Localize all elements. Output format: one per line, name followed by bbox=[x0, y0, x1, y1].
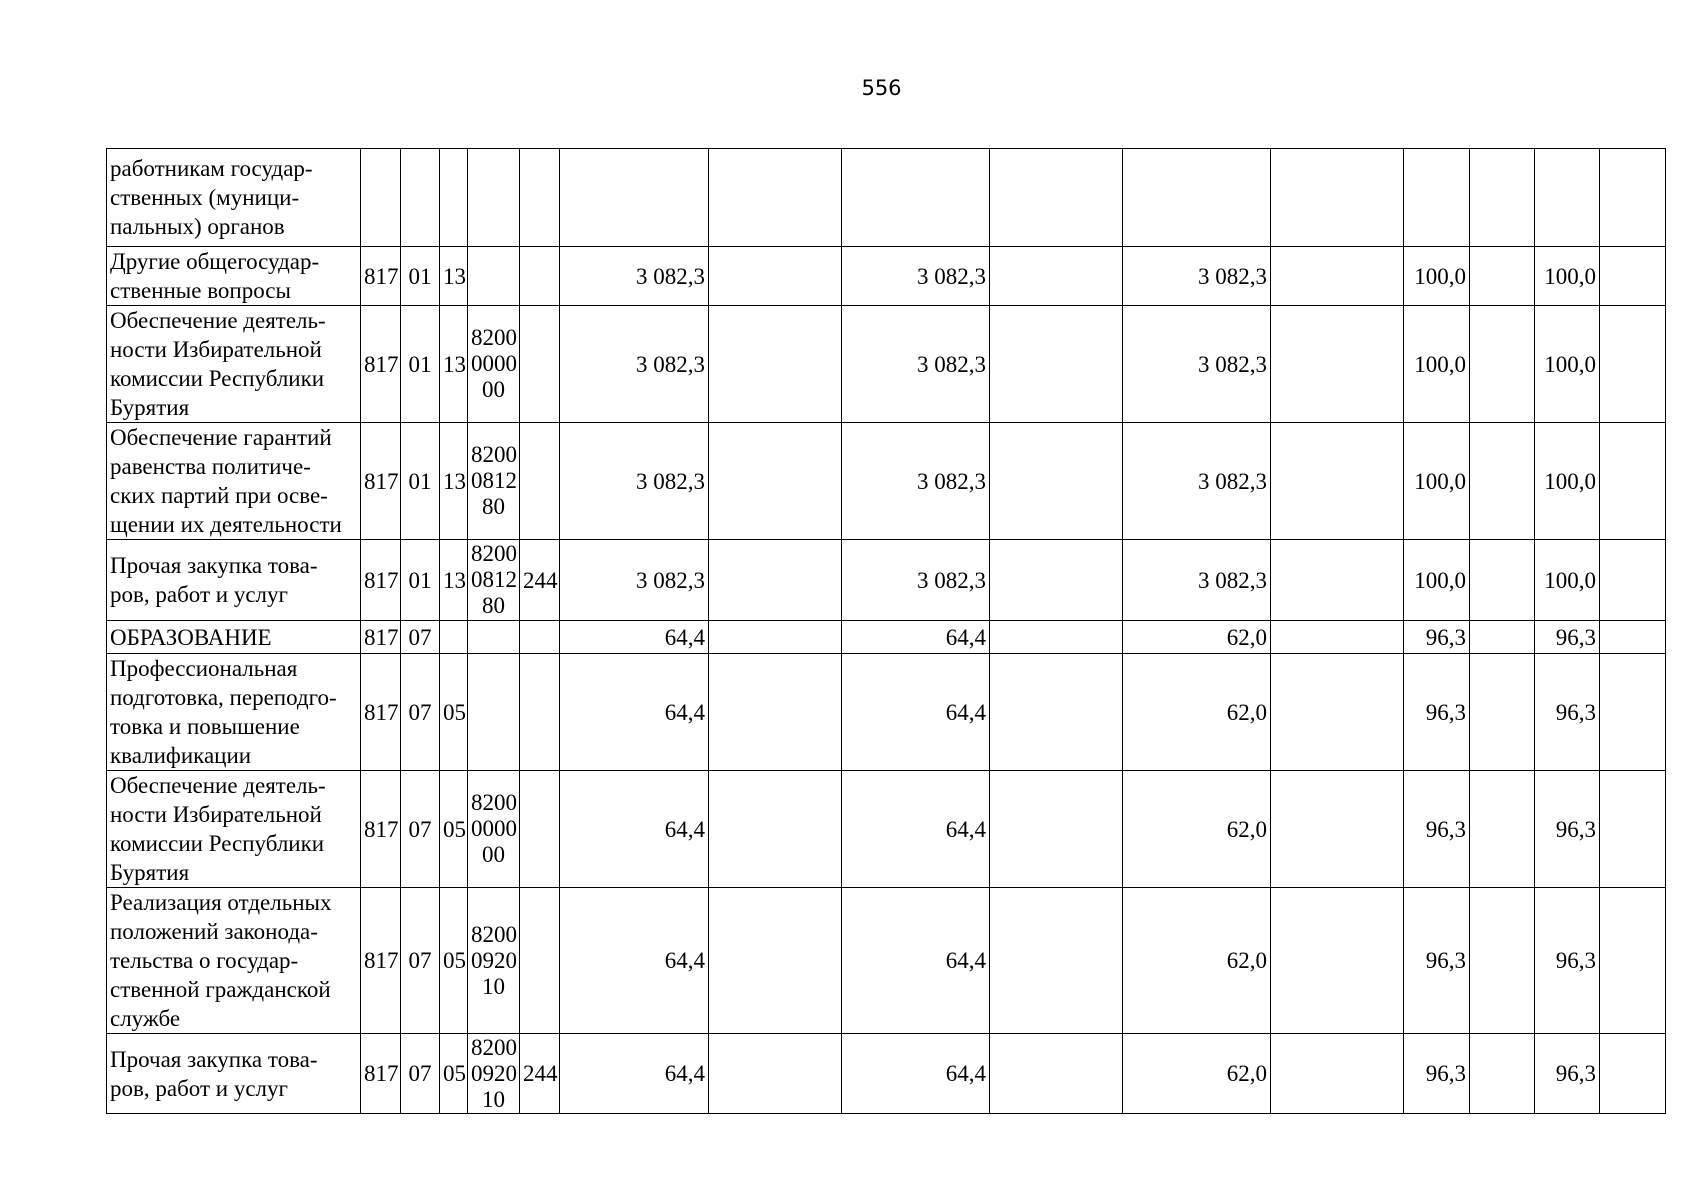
row-name-line: ров, работ и услуг bbox=[110, 582, 288, 607]
empty-cell bbox=[1271, 540, 1404, 621]
value-1-cell: 3 082,3 bbox=[560, 306, 709, 423]
empty-cell bbox=[1600, 306, 1666, 423]
empty-cell bbox=[709, 247, 842, 306]
row-name-line: положений законода- bbox=[110, 919, 318, 944]
empty-cell bbox=[1470, 149, 1535, 247]
row-name-cell bbox=[107, 247, 361, 306]
empty-cell bbox=[990, 247, 1123, 306]
expense-type-cell bbox=[520, 247, 560, 306]
value-1-cell: 64,4 bbox=[560, 621, 709, 654]
row-name-line: ОБРАЗОВАНИЕ bbox=[110, 624, 272, 650]
empty-cell bbox=[709, 540, 842, 621]
percent-1-cell: 96,3 bbox=[1404, 1034, 1470, 1114]
empty-cell bbox=[1600, 247, 1666, 306]
target-article-part: 8200 bbox=[471, 790, 517, 815]
empty-cell bbox=[1470, 247, 1535, 306]
value-1-cell: 3 082,3 bbox=[560, 423, 709, 540]
row-name-line: Другие общегосудар- bbox=[110, 249, 320, 274]
empty-cell bbox=[1271, 423, 1404, 540]
value-3-cell: 62,0 bbox=[1123, 654, 1271, 771]
subsection-code-cell: 13 bbox=[440, 540, 468, 621]
percent-2-cell: 96,3 bbox=[1535, 621, 1600, 654]
empty-cell bbox=[709, 423, 842, 540]
row-name-line: ности Избирательной bbox=[110, 802, 322, 827]
empty-cell bbox=[1600, 149, 1666, 247]
value-2-cell: 64,4 bbox=[842, 888, 990, 1034]
row-name-line: ственных (муници- bbox=[110, 185, 300, 210]
empty-cell bbox=[1271, 771, 1404, 888]
row-name-cell bbox=[107, 621, 361, 654]
value-1-cell: 64,4 bbox=[560, 654, 709, 771]
value-3-cell: 3 082,3 bbox=[1123, 423, 1271, 540]
row-name-line: подготовка, переподго- bbox=[110, 685, 337, 710]
ministry-code-cell: 817 bbox=[361, 654, 401, 771]
section-code-cell: 07 bbox=[401, 888, 440, 1034]
empty-cell bbox=[1470, 621, 1535, 654]
target-article-cell bbox=[468, 621, 520, 654]
row-name-cell bbox=[107, 888, 361, 1034]
target-article-part: 00 bbox=[482, 377, 505, 402]
section-code-cell: 07 bbox=[401, 621, 440, 654]
value-1-cell: 3 082,3 bbox=[560, 247, 709, 306]
target-article-part: 8200 bbox=[471, 921, 517, 947]
empty-cell bbox=[709, 149, 842, 247]
percent-1-cell: 100,0 bbox=[1404, 540, 1470, 621]
percent-2-cell: 96,3 bbox=[1535, 1034, 1600, 1114]
section-code-cell: 01 bbox=[401, 247, 440, 306]
target-article-cell bbox=[468, 423, 520, 540]
empty-cell bbox=[990, 1034, 1123, 1114]
target-article-cell bbox=[468, 771, 520, 888]
percent-2-cell: 96,3 bbox=[1535, 771, 1600, 888]
target-article-cell bbox=[468, 149, 520, 247]
empty-cell bbox=[1600, 621, 1666, 654]
table-row bbox=[107, 423, 1666, 540]
table-body bbox=[107, 149, 1666, 1114]
expense-type-cell bbox=[520, 888, 560, 1034]
table-row bbox=[107, 654, 1666, 771]
empty-cell bbox=[990, 621, 1123, 654]
ministry-code-cell: 817 bbox=[361, 1034, 401, 1114]
value-1-cell bbox=[560, 149, 709, 247]
expense-type-cell bbox=[520, 149, 560, 247]
row-name-line: ских партий при осве- bbox=[110, 483, 328, 508]
percent-2-cell: 100,0 bbox=[1535, 540, 1600, 621]
table-row bbox=[107, 888, 1666, 1034]
value-3-cell: 62,0 bbox=[1123, 1034, 1271, 1114]
table-row bbox=[107, 621, 1666, 654]
row-name-cell bbox=[107, 771, 361, 888]
value-3-cell: 3 082,3 bbox=[1123, 247, 1271, 306]
ministry-code-cell: 817 bbox=[361, 621, 401, 654]
row-name-line: Обеспечение деятель- bbox=[110, 773, 326, 798]
row-name-cell bbox=[107, 306, 361, 423]
subsection-code-cell: 13 bbox=[440, 247, 468, 306]
empty-cell bbox=[1470, 423, 1535, 540]
value-3-cell: 62,0 bbox=[1123, 621, 1271, 654]
target-article-cell bbox=[468, 540, 520, 621]
empty-cell bbox=[1271, 306, 1404, 423]
target-article-part: 10 bbox=[482, 973, 505, 999]
ministry-code-cell: 817 bbox=[361, 888, 401, 1034]
empty-cell bbox=[1271, 1034, 1404, 1114]
section-code-cell: 07 bbox=[401, 654, 440, 771]
row-name-line: ственной гражданской bbox=[110, 977, 331, 1002]
target-article-part: 0920 bbox=[471, 1060, 517, 1086]
expense-type-cell bbox=[520, 654, 560, 771]
target-article-part: 80 bbox=[482, 593, 505, 618]
subsection-code-cell: 05 bbox=[440, 888, 468, 1034]
row-name-line: Реализация отдельных bbox=[110, 890, 332, 915]
target-article-part: 0920 bbox=[471, 947, 517, 973]
percent-2-cell: 100,0 bbox=[1535, 423, 1600, 540]
row-name-line: пальных) органов bbox=[110, 214, 285, 239]
subsection-code-cell bbox=[440, 621, 468, 654]
value-3-cell bbox=[1123, 149, 1271, 247]
ministry-code-cell: 817 bbox=[361, 771, 401, 888]
row-name-line: квалификации bbox=[110, 743, 252, 768]
expense-type-cell bbox=[520, 621, 560, 654]
empty-cell bbox=[1600, 888, 1666, 1034]
percent-1-cell: 100,0 bbox=[1404, 247, 1470, 306]
expense-type-cell: 244 bbox=[520, 1034, 560, 1114]
section-code-cell: 01 bbox=[401, 423, 440, 540]
value-1-cell: 64,4 bbox=[560, 1034, 709, 1114]
table-row bbox=[107, 771, 1666, 888]
target-article-cell bbox=[468, 306, 520, 423]
empty-cell bbox=[709, 888, 842, 1034]
empty-cell bbox=[1600, 771, 1666, 888]
percent-2-cell: 96,3 bbox=[1535, 654, 1600, 771]
ministry-code-cell bbox=[361, 149, 401, 247]
value-1-cell: 64,4 bbox=[560, 888, 709, 1034]
empty-cell bbox=[990, 149, 1123, 247]
ministry-code-cell: 817 bbox=[361, 423, 401, 540]
target-article-part: 80 bbox=[482, 494, 505, 519]
subsection-code-cell: 13 bbox=[440, 306, 468, 423]
row-name-cell bbox=[107, 540, 361, 621]
empty-cell bbox=[990, 771, 1123, 888]
row-name-line: службе bbox=[110, 1006, 181, 1031]
ministry-code-cell: 817 bbox=[361, 306, 401, 423]
row-name-line: комиссии Республики bbox=[110, 366, 325, 391]
value-3-cell: 62,0 bbox=[1123, 771, 1271, 888]
row-name-cell bbox=[107, 423, 361, 540]
row-name-line: ров, работ и услуг bbox=[110, 1075, 288, 1101]
empty-cell bbox=[709, 621, 842, 654]
subsection-code-cell: 05 bbox=[440, 771, 468, 888]
empty-cell bbox=[1470, 540, 1535, 621]
row-name-line: ности Избирательной bbox=[110, 337, 322, 362]
empty-cell bbox=[1271, 888, 1404, 1034]
empty-cell bbox=[1470, 306, 1535, 423]
percent-1-cell: 96,3 bbox=[1404, 888, 1470, 1034]
table-row bbox=[107, 1034, 1666, 1114]
empty-cell bbox=[990, 888, 1123, 1034]
row-name-line: Бурятия bbox=[110, 860, 190, 885]
value-2-cell bbox=[842, 149, 990, 247]
percent-2-cell bbox=[1535, 149, 1600, 247]
target-article-cell bbox=[468, 654, 520, 771]
target-article-cell bbox=[468, 247, 520, 306]
row-name-line: Бурятия bbox=[110, 395, 190, 420]
row-name-cell bbox=[107, 149, 361, 247]
empty-cell bbox=[1600, 654, 1666, 771]
target-article-cell bbox=[468, 888, 520, 1034]
empty-cell bbox=[709, 654, 842, 771]
percent-1-cell: 96,3 bbox=[1404, 771, 1470, 888]
percent-1-cell: 96,3 bbox=[1404, 621, 1470, 654]
subsection-code-cell bbox=[440, 149, 468, 247]
expense-type-cell: 244 bbox=[520, 540, 560, 621]
empty-cell bbox=[1600, 423, 1666, 540]
value-3-cell: 62,0 bbox=[1123, 888, 1271, 1034]
percent-2-cell: 96,3 bbox=[1535, 888, 1600, 1034]
expense-type-cell bbox=[520, 423, 560, 540]
subsection-code-cell: 05 bbox=[440, 1034, 468, 1114]
section-code-cell: 01 bbox=[401, 540, 440, 621]
empty-cell bbox=[1600, 1034, 1666, 1114]
empty-cell bbox=[990, 654, 1123, 771]
row-name-cell bbox=[107, 654, 361, 771]
empty-cell bbox=[1271, 247, 1404, 306]
row-name-line: ственные вопросы bbox=[110, 278, 291, 303]
target-article-part: 8200 bbox=[471, 442, 517, 467]
table-row bbox=[107, 247, 1666, 306]
target-article-part: 0000 bbox=[471, 816, 517, 841]
percent-2-cell: 100,0 bbox=[1535, 247, 1600, 306]
section-code-cell: 07 bbox=[401, 771, 440, 888]
empty-cell bbox=[1600, 540, 1666, 621]
percent-1-cell: 100,0 bbox=[1404, 423, 1470, 540]
value-2-cell: 64,4 bbox=[842, 654, 990, 771]
row-name-cell bbox=[107, 1034, 361, 1114]
budget-table bbox=[106, 148, 1666, 1114]
empty-cell bbox=[1271, 149, 1404, 247]
page-number: 556 bbox=[861, 76, 902, 100]
value-2-cell: 3 082,3 bbox=[842, 306, 990, 423]
target-article-part: 0812 bbox=[471, 567, 517, 592]
row-name-line: Профессиональная bbox=[110, 656, 298, 681]
value-1-cell: 3 082,3 bbox=[560, 540, 709, 621]
row-name-line: работникам государ- bbox=[110, 156, 313, 181]
empty-cell bbox=[1271, 621, 1404, 654]
ministry-code-cell: 817 bbox=[361, 540, 401, 621]
section-code-cell: 01 bbox=[401, 306, 440, 423]
ministry-code-cell: 817 bbox=[361, 247, 401, 306]
row-name-line: щении их деятельности bbox=[110, 512, 342, 537]
percent-1-cell: 100,0 bbox=[1404, 306, 1470, 423]
value-2-cell: 64,4 bbox=[842, 621, 990, 654]
subsection-code-cell: 05 bbox=[440, 654, 468, 771]
target-article-part: 0812 bbox=[471, 468, 517, 493]
row-name-line: Прочая закупка това- bbox=[110, 1046, 318, 1072]
section-code-cell: 07 bbox=[401, 1034, 440, 1114]
percent-1-cell: 96,3 bbox=[1404, 654, 1470, 771]
row-name-line: Прочая закупка това- bbox=[110, 553, 318, 578]
value-2-cell: 3 082,3 bbox=[842, 247, 990, 306]
target-article-part: 8200 bbox=[471, 1034, 517, 1060]
section-code-cell bbox=[401, 149, 440, 247]
empty-cell bbox=[1271, 654, 1404, 771]
empty-cell bbox=[990, 306, 1123, 423]
value-2-cell: 64,4 bbox=[842, 1034, 990, 1114]
target-article-part: 8200 bbox=[471, 541, 517, 566]
empty-cell bbox=[990, 423, 1123, 540]
empty-cell bbox=[1470, 771, 1535, 888]
expense-type-cell bbox=[520, 771, 560, 888]
target-article-part: 8200 bbox=[471, 325, 517, 350]
row-name-line: товка и повышение bbox=[110, 714, 300, 739]
value-2-cell: 3 082,3 bbox=[842, 423, 990, 540]
row-name-line: тельства о государ- bbox=[110, 948, 299, 973]
value-2-cell: 64,4 bbox=[842, 771, 990, 888]
empty-cell bbox=[709, 771, 842, 888]
table-row bbox=[107, 540, 1666, 621]
expense-type-cell bbox=[520, 306, 560, 423]
target-article-part: 00 bbox=[482, 842, 505, 867]
value-3-cell: 3 082,3 bbox=[1123, 540, 1271, 621]
target-article-cell bbox=[468, 1034, 520, 1114]
table-row bbox=[107, 149, 1666, 247]
row-name-line: Обеспечение гарантий bbox=[110, 425, 332, 450]
empty-cell bbox=[1470, 888, 1535, 1034]
target-article-part: 0000 bbox=[471, 351, 517, 376]
empty-cell bbox=[709, 1034, 842, 1114]
empty-cell bbox=[1470, 654, 1535, 771]
empty-cell bbox=[709, 306, 842, 423]
empty-cell bbox=[1470, 1034, 1535, 1114]
target-article-part: 10 bbox=[482, 1086, 505, 1112]
table-row bbox=[107, 306, 1666, 423]
row-name-line: равенства политиче- bbox=[110, 454, 311, 479]
value-3-cell: 3 082,3 bbox=[1123, 306, 1271, 423]
value-2-cell: 3 082,3 bbox=[842, 540, 990, 621]
value-1-cell: 64,4 bbox=[560, 771, 709, 888]
percent-2-cell: 100,0 bbox=[1535, 306, 1600, 423]
percent-1-cell bbox=[1404, 149, 1470, 247]
row-name-line: комиссии Республики bbox=[110, 831, 325, 856]
row-name-line: Обеспечение деятель- bbox=[110, 308, 326, 333]
subsection-code-cell: 13 bbox=[440, 423, 468, 540]
empty-cell bbox=[990, 540, 1123, 621]
